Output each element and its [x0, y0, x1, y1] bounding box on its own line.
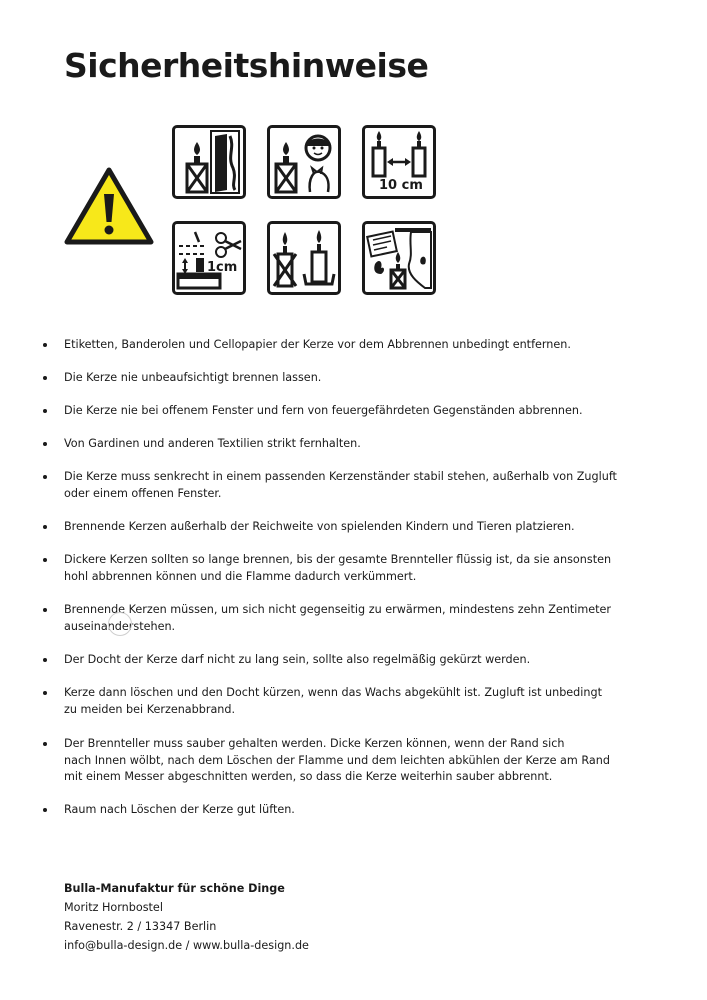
no-candle-near-child-pet-icon	[267, 125, 341, 199]
list-item: Etiketten, Banderolen und Cellopapier der Kerze vor dem Abbrennen unbedingt entfernen.	[64, 337, 624, 354]
contact-links: info@bulla-design.de / www.bulla-design.de	[64, 939, 309, 952]
use-candle-holder-icon	[267, 221, 341, 295]
page-title: Sicherheitshinweise	[64, 46, 429, 85]
trim-wick-icon	[172, 221, 246, 295]
list-item: Brennende Kerzen außerhalb der Reichweite von spielenden Kindern und Tieren platzieren.	[64, 519, 624, 536]
wick-length-label: 1cm	[207, 260, 238, 275]
no-candle-near-window-icon	[172, 125, 246, 199]
distance-label: 10 cm	[379, 178, 423, 193]
list-item: Dickere Kerzen sollten so lange brennen, bis der gesamte Brennteller flüssig ist, da sie ansonsten hohl abbrennen können und die Flamme dadurch verkümmert.	[64, 552, 624, 585]
company-name: Bulla-Manufaktur für schöne Dinge	[64, 882, 285, 895]
list-item: Brennende Kerzen müssen, um sich nicht gegenseitig zu erwärmen, mindestens zehn Zentimeter auseinanderstehen.	[64, 602, 624, 635]
list-item: Raum nach Löschen der Kerze gut lüften.	[64, 802, 624, 819]
contact-person: Moritz Hornbostel	[64, 901, 163, 914]
list-item: Die Kerze nie bei offenem Fenster und fern von feuergefährdeten Gegenständen abbrennen.	[64, 403, 624, 420]
contact-block	[64, 879, 309, 955]
warning-triangle-icon	[63, 166, 155, 246]
faint-circle-mark	[108, 612, 132, 636]
postal-address: Ravenestr. 2 / 13347 Berlin	[64, 920, 217, 933]
list-item: Von Gardinen und anderen Textilien strikt fernhalten.	[64, 436, 624, 453]
no-flammable-objects-icon	[362, 221, 436, 295]
list-item: Kerze dann löschen und den Docht kürzen, wenn das Wachs abgekühlt ist. Zugluft ist unbedingt zu meiden bei Kerzenabbrand.	[64, 685, 624, 718]
list-item: Der Docht der Kerze darf nicht zu lang sein, sollte also regelmäßig gekürzt werden.	[64, 652, 624, 669]
candle-distance-icon	[362, 125, 436, 199]
list-item: Die Kerze muss senkrecht in einem passenden Kerzenständer stabil stehen, außerhalb von Zugluft oder einem offenen Fenster.	[64, 469, 624, 502]
list-item: Der Brennteller muss sauber gehalten werden. Dicke Kerzen können, wenn der Rand sich nach Innen wölbt, nach dem Löschen der Flamme und dem leichten abkühlen der Kerze am Rand mit einem Messer abgeschnitten werden, so dass die Kerze weiterhin sauber abbrennt.	[64, 736, 624, 786]
list-item: Die Kerze nie unbeaufsichtigt brennen lassen.	[64, 370, 624, 387]
